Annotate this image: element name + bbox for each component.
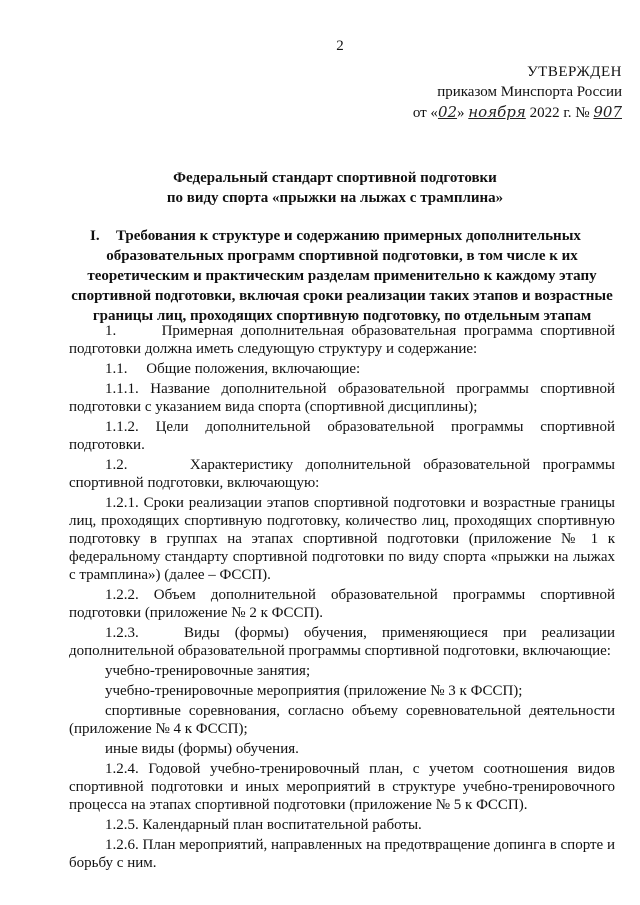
paragraph: 1.2.3. Виды (формы) обучения, применяющиеся при реализации дополнительной образовательной программы спортивной подготовки, включающие: bbox=[69, 625, 615, 659]
paragraph: иные виды (формы) обучения. bbox=[105, 741, 299, 757]
title-line-2: по виду спорта «прыжки на лыжах с трамплина» bbox=[166, 190, 504, 206]
section-heading bbox=[68, 226, 616, 326]
approval-order-line: приказом Минспорта России bbox=[437, 84, 622, 100]
paragraph: учебно-тренировочные занятия; bbox=[105, 663, 311, 679]
paragraph: 1.1.1. Название дополнительной образовательной программы спортивной подготовки с указанием вида спорта (спортивной дисциплины); bbox=[69, 381, 615, 415]
section-number: I. bbox=[90, 228, 100, 244]
paragraph: учебно-тренировочные мероприятия (приложение № 3 к ФССП); bbox=[105, 683, 523, 699]
paragraph: 1. Примерная дополнительная образовательная программа спортивной подготовки должна иметь следующую структуру и содержание: bbox=[69, 323, 615, 357]
paragraph: спортивные соревнования, согласно объему соревновательной деятельности (приложение № 4 к ФССП); bbox=[69, 703, 615, 737]
paragraph: 1.2. Характеристику дополнительной образовательной программы спортивной подготовки, включающую: bbox=[69, 457, 615, 491]
paragraph: 1.2.6. План мероприятий, направленных на предотвращение допинга в спорте и борьбу с ним. bbox=[69, 837, 615, 871]
handwritten-number: 907 bbox=[593, 103, 622, 121]
document-body bbox=[69, 322, 615, 874]
title-line-1: Федеральный стандарт спортивной подготовки bbox=[173, 170, 497, 186]
section-line: теоретическим и практическим разделам применительно к каждому этапу bbox=[87, 268, 597, 284]
paragraph: 1.2.4. Годовой учебно-тренировочный план, с учетом соотношения видов спортивной подготовки и иных мероприятий в структуре учебно-тренировочного процесса на этапах спортивной подготовки (приложение № 5 к ФССП). bbox=[69, 761, 615, 813]
document-title bbox=[0, 168, 640, 208]
paragraph: 1.2.5. Календарный план воспитательной работы. bbox=[105, 817, 422, 833]
date-year: 2022 г. № bbox=[525, 105, 594, 121]
date-prefix: от « bbox=[412, 105, 438, 121]
date-mid: » bbox=[457, 105, 469, 121]
handwritten-month: ноября bbox=[468, 103, 526, 121]
section-line: спортивной подготовки, включая сроки реализации таких этапов и возрастные bbox=[71, 288, 613, 304]
approval-heading: УТВЕРЖДЕН bbox=[527, 64, 622, 80]
approval-date-line bbox=[372, 102, 622, 123]
section-line: образовательных программ спортивной подготовки, в том числе к их bbox=[106, 248, 578, 264]
approval-block bbox=[372, 62, 622, 123]
page-number: 2 bbox=[336, 38, 344, 54]
paragraph: 1.2.1. Сроки реализации этапов спортивной подготовки и возрастные границы лиц, проходящих спортивную подготовку, количество лиц, проходящих спортивную подготовку в группах на этапах спортивной подготовки (приложение № 1 к федеральному стандарту спортивной подготовки по виду спорта «прыжки на лыжах с трамплина») (далее – ФССП). bbox=[69, 495, 615, 583]
paragraph: 1.1. Общие положения, включающие: bbox=[105, 361, 361, 377]
paragraph: 1.1.2. Цели дополнительной образовательной программы спортивной подготовки. bbox=[69, 419, 615, 453]
section-line: границы лиц, проходящих спортивную подготовку, по отдельным этапам bbox=[92, 308, 592, 324]
section-line: Требования к структуре и содержанию примерных дополнительных bbox=[116, 228, 581, 244]
paragraph: 1.2.2. Объем дополнительной образовательной программы спортивной подготовки (приложение № 2 к ФССП). bbox=[69, 587, 615, 621]
handwritten-day: 02 bbox=[437, 103, 458, 121]
